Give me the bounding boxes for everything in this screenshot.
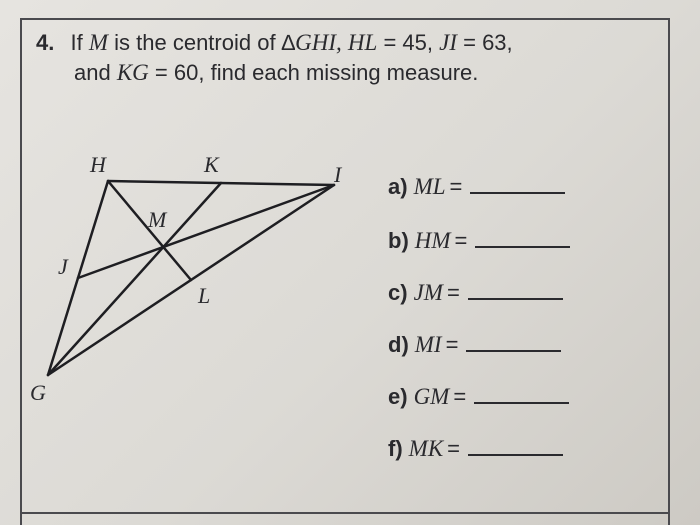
question-c	[388, 278, 563, 308]
label-k: K	[204, 152, 219, 177]
label-m: M	[148, 207, 167, 232]
question-expr: HM	[414, 228, 451, 253]
question-label: a)	[388, 174, 408, 199]
var-m: M	[88, 30, 109, 55]
answer-blank[interactable]	[474, 384, 569, 404]
question-expr: GM	[413, 384, 450, 409]
answer-blank[interactable]	[475, 228, 570, 248]
label-j: J	[58, 254, 68, 279]
value-hl: = 45,	[383, 30, 433, 55]
value-ji: = 63,	[463, 30, 513, 55]
question-label: d)	[388, 332, 409, 357]
question-a	[388, 172, 565, 202]
equals-sign: =	[445, 332, 459, 357]
label-g: G	[30, 380, 46, 405]
answer-blank[interactable]	[468, 280, 563, 300]
question-b	[388, 226, 570, 256]
var-hl: HL	[347, 30, 378, 55]
label-h: H	[90, 152, 106, 177]
equals-sign: =	[453, 384, 467, 409]
question-label: f)	[388, 436, 403, 461]
triangle-name: GHI,	[295, 30, 342, 55]
answer-blank[interactable]	[470, 174, 565, 194]
text-if: If	[70, 30, 83, 55]
answer-blank[interactable]	[466, 332, 561, 352]
equals-sign: =	[449, 174, 463, 199]
question-expr: MI	[414, 332, 442, 357]
problem-number: 4.	[36, 30, 55, 55]
question-f	[388, 434, 563, 464]
question-label: b)	[388, 228, 409, 253]
label-l: L	[198, 283, 211, 308]
question-label: c)	[388, 280, 408, 305]
equals-sign: =	[446, 280, 460, 305]
answer-blank[interactable]	[468, 436, 563, 456]
question-expr: MK	[408, 436, 444, 461]
text-centroid: is the centroid of ∆	[114, 30, 296, 55]
var-kg: KG	[116, 60, 149, 85]
label-i: I	[334, 162, 342, 187]
equals-sign: =	[454, 228, 468, 253]
question-expr: JM	[413, 280, 443, 305]
question-expr: ML	[413, 174, 446, 199]
question-label: e)	[388, 384, 408, 409]
var-ji: JI	[439, 30, 457, 55]
text-find: = 60, find each missing measure.	[154, 60, 479, 85]
question-d	[388, 330, 561, 360]
equals-sign: =	[447, 436, 461, 461]
text-and: and	[74, 60, 111, 85]
question-e	[388, 382, 569, 412]
